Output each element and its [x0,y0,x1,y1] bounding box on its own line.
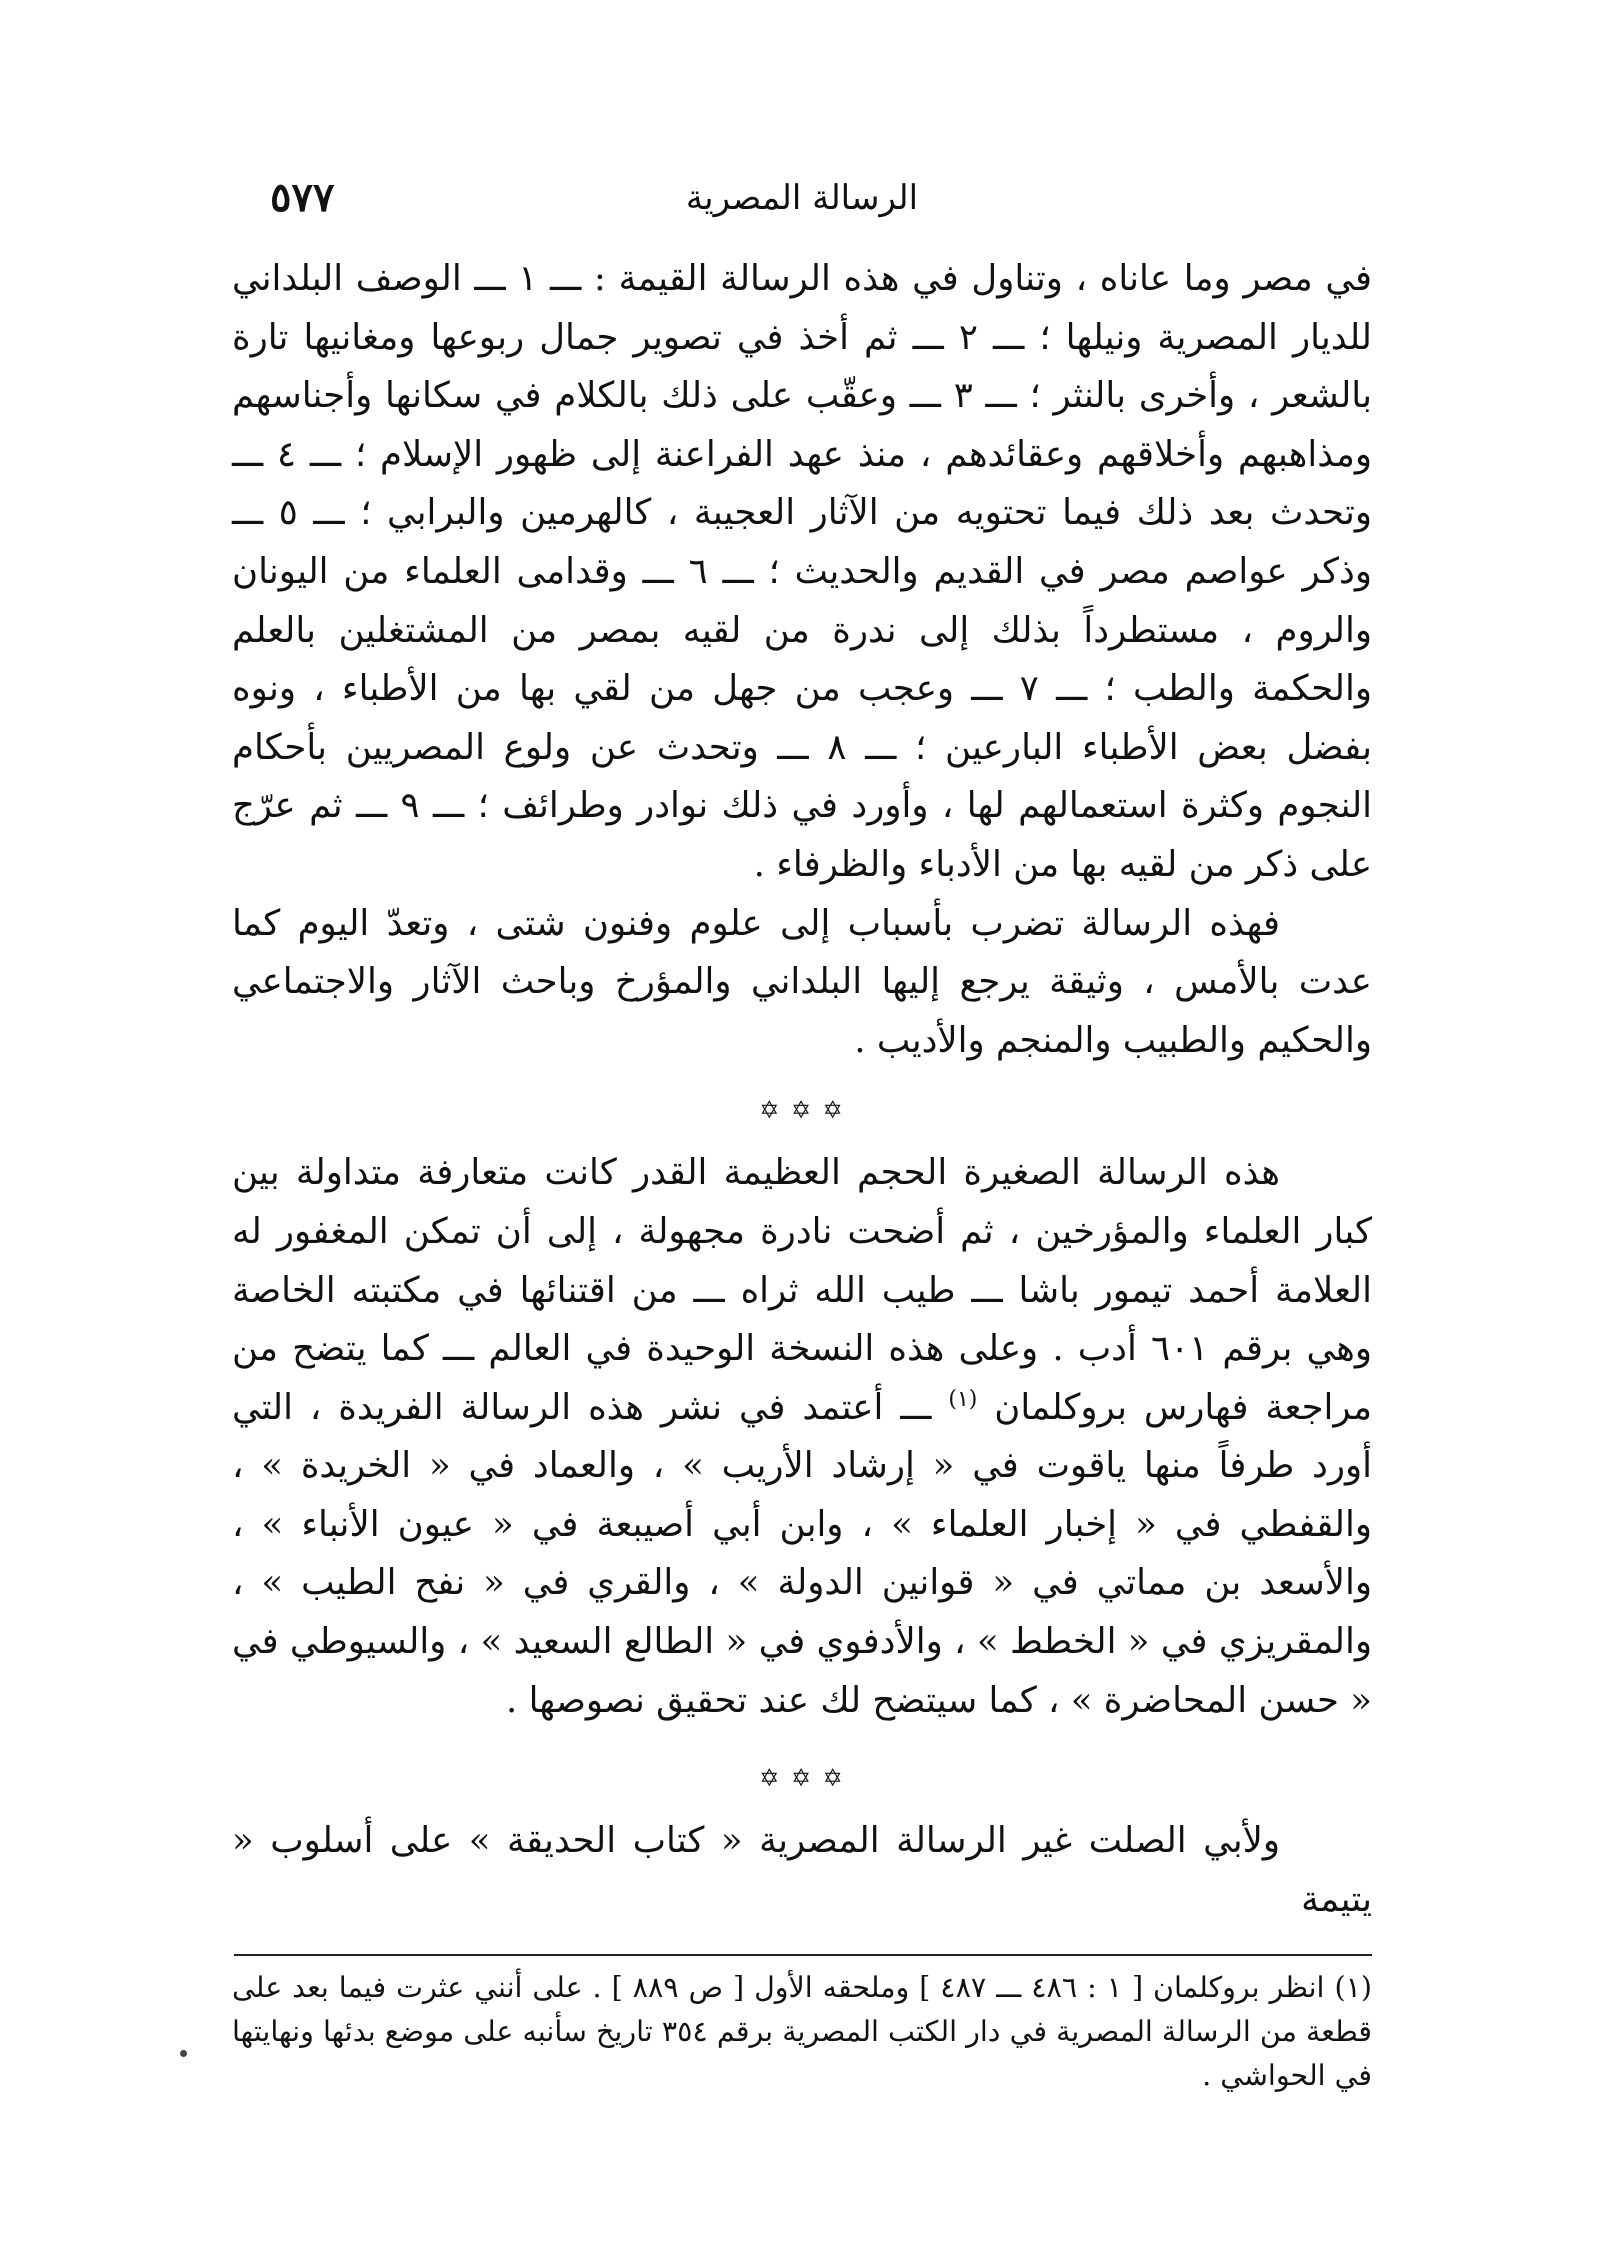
section-separator-stars-2: ✡ ✡ ✡ [759,1764,845,1793]
page-number: ٥٧٧ [270,174,335,221]
paragraph-contents-list: في مصر وما عاناه ، وتناول في هذه الرسالة القيمة : ـــ ١ ـــ الوصف البلداني للديار المصرية ونيلها ؛ ـــ ٢ ـــ ثم أخذ في تصوير جمال ربوعها ومغانيها تارة بالشعر ، وأخرى بالنثر ؛ ـــ ٣ ـــ وعقّب على ذلك بالكلام في سكانها وأجناسهم ومذاهبهم وأخلاقهم وعقائدهم ، منذ عهد الفراعنة إلى ظهور الإسلام ؛ ـــ ٤ ـــ وتحدث بعد ذلك فيما تحتويه من الآثار العجيبة ، كالهرمين والبرابي ؛ ـــ ٥ ـــ وذكر عواصم مصر في القديم والحديث ؛ ـــ ٦ ـــ وقدامى العلماء من اليونان والروم ، مستطرداً بذلك إلى ندرة من لقيه بمصر من المشتغلين بالعلم والحكمة والطب ؛ ـــ ٧ ـــ وعجب من جهل من لقي بها من الأطباء ، ونوه بفضل بعض الأطباء البارعين ؛ ـــ ٨ ـــ وتحدث عن ولوع المصريين بأحكام النجوم وكثرة استعمالهم لها ، وأورد في ذلك نوادر وطرائف ؛ ـــ ٩ ـــ ثم عرّج على ذكر من لقيه بها من الأدباء والظرفاء . [232,258,1373,885]
section-separator-stars: ✡ ✡ ✡ [759,1096,845,1125]
paragraph-manuscript-text-b: ـــ أعتمد في نشر هذه الرسالة الفريدة ، التي أورد طرفاً منها ياقوت في « إرشاد الأريب » ، والعماد في « الخريدة » ، والقفطي في « إخبار العلماء » ، وابن أبي أصيبعة في « عيون الأنباء » ، والأسعد بن مماتي في « قوانين الدولة » ، والقري في « نفح الطيب » ، والمقريزي في « الخطط » ، والأدفوي في « الطالع السعيد » ، والسيوطي في « حسن المحاضرة » ، كما سيتضح لك عند تحقيق نصوصها . [232,1386,1372,1721]
main-text [232,250,1372,1929]
footnote-reference: (١) [948,1386,978,1412]
ink-speck [180,2050,187,2057]
running-header [232,168,1372,228]
footnote-1: (١) انظر بروكلمان [ ١ : ٤٨٦ ـــ ٤٨٧ ] وملحقه الأول [ ص ٨٨٩ ] . على أنني عثرت فيما بعد على قطعة من الرسالة المصرية في دار الكتب المصرية برقم ٣٥٤ تاريخ سأنبه على موضع بدئها ونهايتها في الحواشي . [232,1971,1372,2092]
running-title: الرسالة المصرية [685,178,919,218]
paragraph-manuscript-text-a: هذه الرسالة الصغيرة الحجم العظيمة القدر كانت متعارفة متداولة بين كبار العلماء والمؤرخين ، ثم أضحت نادرة مجهولة ، إلى أن تمكن المغفور له العلامة أحمد تيمور باشا ـــ طيب الله ثراه ـــ من اقتنائها في مكتبته الخاصة وهي برقم ٦٠١ أدب . وعلى هذه النسخة الوحيدة في العالم ـــ كما يتضح من مراجعة فهارس بروكلمان [232,1152,1372,1428]
paragraph-summary: فهذه الرسالة تضرب بأسباب إلى علوم وفنون شتى ، وتعدّ اليوم كما عدت بالأمس ، وثيقة يرجع إليها البلداني والمؤرخ وباحث الآثار والاجتماعي والحكيم والطبيب والمنجم والأديب . [232,902,1372,1061]
paragraph-manuscript-history [232,1144,1372,1730]
paragraph-other-works: ولأبي الصلت غير الرسالة المصرية « كتاب الحديقة » على أسلوب « يتيمة [232,1820,1372,1920]
footnote-divider [234,1954,1372,1956]
footnotes [232,1966,1372,2098]
